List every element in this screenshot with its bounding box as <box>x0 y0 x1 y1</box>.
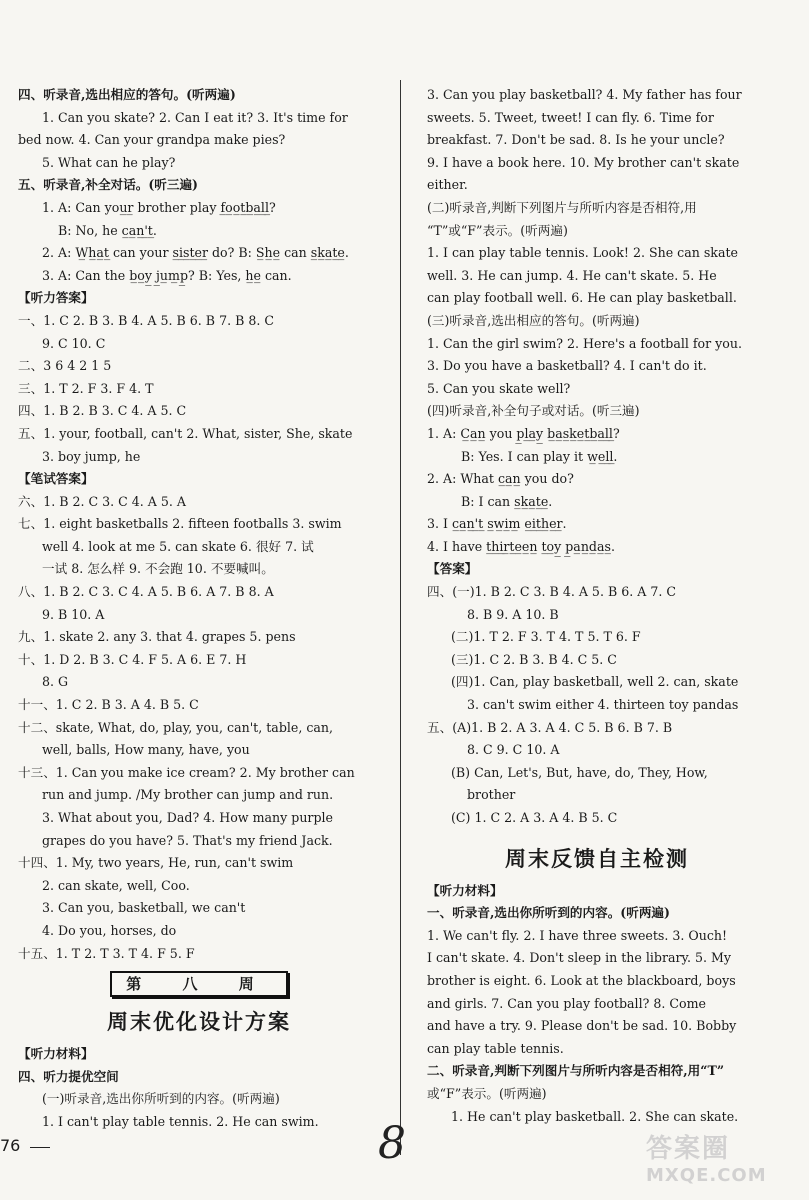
text-line: “T”或“F”表示。(听两遍) <box>427 222 568 238</box>
text-line: either. <box>427 177 468 193</box>
text-line: 或“F”表示。(听两遍) <box>427 1085 547 1101</box>
text-line: (三)听录音,选出相应的答句。(听两遍) <box>427 312 640 328</box>
text-line: 十五、1. T 2. T 3. T 4. F 5. F <box>18 945 195 961</box>
text-line: 8. B 9. A 10. B <box>467 606 559 622</box>
text-line: 九、1. skate 2. any 3. that 4. grapes 5. pens <box>18 629 296 645</box>
text-line: 六、1. B 2. C 3. C 4. A 5. A <box>18 493 187 509</box>
text-line: 四、1. B 2. B 3. C 4. A 5. C <box>18 403 187 419</box>
text-line: well, balls, How many, have, you <box>42 742 250 758</box>
text-line: (C) 1. C 2. A 3. A 4. B 5. C <box>451 810 618 825</box>
text-line: 9. B 10. A <box>42 606 105 622</box>
text-line: 八、1. B 2. C 3. C 4. A 5. B 6. A 7. B 8. A <box>18 584 274 600</box>
text-line: 十、1. D 2. B 3. C 4. F 5. A 6. E 7. H <box>18 651 247 667</box>
right-answer-lines <box>427 84 767 830</box>
text-line: brother is eight. 6. Look at the blackboard, boys <box>427 972 736 988</box>
text-line: 8. G <box>42 674 69 690</box>
text-line: B: I can s̲k̲a̲t̲e̲. <box>461 493 553 509</box>
left-tail-lines <box>18 1043 380 1133</box>
text-line: B: Yes. I can play it w̲e̲l̲l̲. <box>461 448 618 464</box>
text-line: 【听力答案】 <box>18 290 94 306</box>
text-line: 3. boy jump, he <box>42 448 141 464</box>
text-line: 1. He can't play basketball. 2. She can skate. <box>451 1108 739 1124</box>
left-section-title: 周末优化设计方案 <box>107 1010 291 1035</box>
text-line: 三、1. T 2. F 3. F 4. T <box>18 380 154 396</box>
page-number: 76 <box>0 1136 21 1155</box>
text-line: 1. A: C̲a̲n̲ you p̲l̲a̲y̲ b̲a̲s̲k̲e̲t̲b̲a̲l̲l̲? <box>427 425 620 441</box>
page-number-rule <box>30 1147 50 1148</box>
text-line: 8. C 9. C 10. A <box>467 742 560 758</box>
text-line: 1. We can't fly. 2. I have three sweets. 3. Ouch! <box>427 927 728 943</box>
text-line: I can't skate. 4. Don't sleep in the library. 5. My <box>427 950 732 966</box>
text-line: (三)1. C 2. B 3. B 4. C 5. C <box>451 651 617 667</box>
right-column <box>427 84 767 1128</box>
text-line: B: No, he c̲a̲n̲'̲t̲. <box>58 222 157 238</box>
watermark-line1: 答案圈 <box>646 1134 731 1164</box>
handwritten-mark: 8 <box>378 1118 406 1169</box>
week-label: 第 八 周 <box>110 971 287 997</box>
watermark-line2: MXQE.COM <box>646 1165 767 1186</box>
text-line: 【笔试答案】 <box>18 471 94 487</box>
text-line: can play football well. 6. He can play basketball. <box>427 290 737 306</box>
right-tail-lines <box>427 880 767 1129</box>
text-line: run and jump. /My brother can jump and run. <box>42 787 334 803</box>
text-line: (四)1. Can, play basketball, well 2. can, skate <box>451 674 739 690</box>
text-line: bed now. 4. Can your grandpa make pies? <box>18 132 286 148</box>
text-line: 9. C 10. C <box>42 335 106 351</box>
text-line: sweets. 5. Tweet, tweet! I can fly. 6. Time for <box>427 109 714 125</box>
text-line: 1. A: Can you̲r̲ brother play f̲o̲o̲t̲b̲a̲l̲l̲? <box>42 199 276 215</box>
left-answer-lines <box>18 84 380 965</box>
text-line: breakfast. 7. Don't be sad. 8. Is he your uncle? <box>427 132 725 148</box>
text-line: 十一、1. C 2. B 3. A 4. B 5. C <box>18 697 199 713</box>
text-line: 五、听录音,补全对话。(听三遍) <box>18 177 199 193</box>
text-line: 一、听录音,选出你所听到的内容。(听两遍) <box>427 905 670 921</box>
text-line: 2. A: W̲h̲a̲t̲ can your s̲i̲s̲t̲e̲r̲ do? B: S̲h̲e̲ can s̲k̲a̲t̲e̲. <box>42 245 349 261</box>
text-line: 3. Can you, basketball, we can't <box>42 900 246 916</box>
text-line: 一、1. C 2. B 3. B 4. A 5. B 6. B 7. B 8. C <box>18 312 275 328</box>
right-section-title: 周末反馈自主检测 <box>505 846 689 871</box>
text-line: 1. Can the girl swim? 2. Here's a football for you. <box>427 335 742 351</box>
text-line: and girls. 7. Can you play football? 8. Come <box>427 995 706 1011</box>
watermark-logo <box>646 1128 796 1188</box>
text-line: 9. I have a book here. 10. My brother can't skate <box>427 154 740 170</box>
text-line: (B) Can, Let's, But, have, do, They, How, <box>451 764 708 780</box>
text-line: and have a try. 9. Please don't be sad. 10. Bobby <box>427 1018 737 1034</box>
week-banner <box>18 965 380 1001</box>
text-line: (二)听录音,判断下列图片与所听内容是否相符,用 <box>427 199 697 215</box>
text-line: 七、1. eight basketballs 2. fifteen footballs 3. swim <box>18 516 342 532</box>
text-line: brother <box>467 787 516 803</box>
text-line: 五、1. your, football, can't 2. What, sister, She, skate <box>18 425 353 441</box>
text-line: grapes do you have? 5. That's my friend Jack. <box>42 832 333 848</box>
text-line: well. 3. He can jump. 4. He can't skate. 5. He <box>427 267 717 283</box>
text-line: 五、(A)1. B 2. A 3. A 4. C 5. B 6. B 7. B <box>427 719 673 735</box>
text-line: 3. I c̲a̲n̲'̲t̲ s̲w̲i̲m̲ e̲i̲t̲h̲e̲r̲. <box>427 516 567 532</box>
text-line: 二、3 6 4 2 1 5 <box>18 358 112 374</box>
text-line: 3. What about you, Dad? 4. How many purple <box>42 810 333 825</box>
text-line: 四、听录音,选出相应的答句。(听两遍) <box>18 87 236 102</box>
text-line: 【听力材料】 <box>427 882 503 898</box>
text-line: 2. can skate, well, Coo. <box>42 877 190 893</box>
text-line: 2. A: What c̲a̲n̲ you do? <box>427 471 574 487</box>
text-line: 二、听录音,判断下列图片与所听内容是否相符,用“T” <box>427 1063 725 1079</box>
text-line: can play table tennis. <box>427 1040 564 1056</box>
text-line: 5. Can you skate well? <box>427 380 571 396</box>
text-line: 四、听力提优空间 <box>18 1068 119 1084</box>
text-line: well 4. look at me 5. can skate 6. 很好 7. 试 <box>42 538 314 554</box>
text-line: (二)1. T 2. F 3. T 4. T 5. T 6. F <box>451 629 641 645</box>
text-line: 十三、1. Can you make ice cream? 2. My brother can <box>18 764 355 780</box>
text-line: 3. can't swim either 4. thirteen toy pandas <box>467 697 739 713</box>
text-line: 【答案】 <box>427 561 478 577</box>
text-line: 十四、1. My, two years, He, run, can't swim <box>18 855 294 871</box>
text-line: 3. Do you have a basketball? 4. I can't do it. <box>427 358 707 374</box>
text-line: 四、(一)1. B 2. C 3. B 4. A 5. B 6. A 7. C <box>427 584 676 600</box>
text-line: (四)听录音,补全句子或对话。(听三遍) <box>427 403 640 419</box>
text-line: 3. Can you play basketball? 4. My father has four <box>427 87 742 102</box>
text-line: 1. I can't play table tennis. 2. He can swim. <box>42 1113 319 1129</box>
left-column <box>18 84 380 1134</box>
text-line: 5. What can he play? <box>42 154 176 170</box>
text-line: 4. Do you, horses, do <box>42 922 177 938</box>
text-line: 3. A: Can the b̲o̲y̲ j̲u̲m̲p̲? B: Yes, h̲e̲ can. <box>42 267 292 283</box>
text-line: 1. I can play table tennis. Look! 2. She can skate <box>427 245 738 261</box>
text-line: 【听力材料】 <box>18 1046 94 1062</box>
text-line: 十二、skate, What, do, play, you, can't, table, can, <box>18 719 334 735</box>
text-line: (一)听录音,选出你所听到的内容。(听两遍) <box>42 1091 280 1107</box>
text-line: 1. Can you skate? 2. Can I eat it? 3. It's time for <box>42 109 348 125</box>
column-divider <box>400 80 401 1155</box>
text-line: 4. I have t̲h̲i̲r̲t̲e̲e̲n̲ t̲o̲y̲ p̲a̲n̲d̲a̲s̲. <box>427 538 615 554</box>
text-line: 一试 8. 怎么样 9. 不会跑 10. 不要喊叫。 <box>42 561 274 577</box>
